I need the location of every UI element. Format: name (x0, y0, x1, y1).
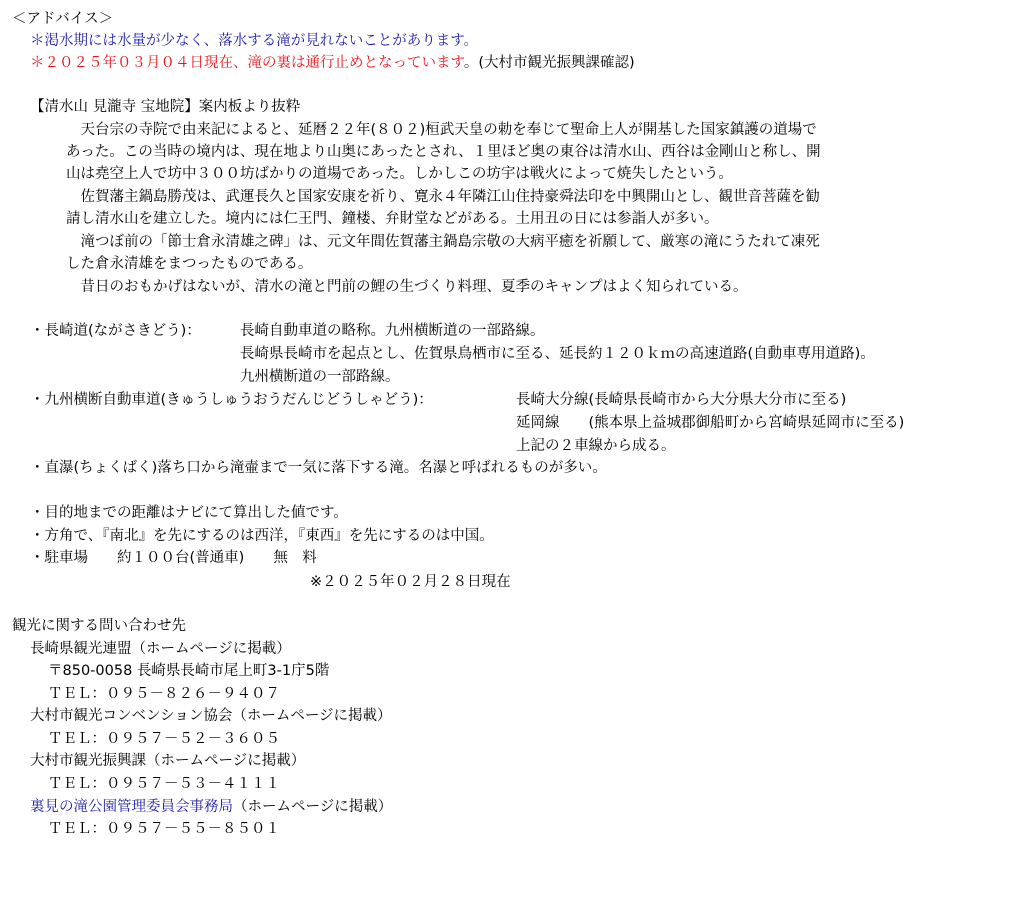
guide-paragraph-line: 昔日のおもかげはないが、清水の滝と門前の鯉の生づくり料理、夏季のキャンプはよく知られている。 (66, 279, 748, 295)
contact-name: 長崎県観光連盟（ホームページに掲載） (30, 641, 291, 657)
contact-name: 大村市観光振興課（ホームページに掲載） (30, 753, 306, 769)
contact-name (30, 797, 392, 817)
advice-note-closure (30, 53, 635, 73)
guide-paragraph-line: 佐賀藩主鍋島勝茂は、武運長久と国家安康を祈り、寛永４年隣江山住持豪舜法印を中興開山とし、観世音菩薩を勧 (66, 189, 820, 205)
term-kyushu-definition: 長崎大分線(長崎県長崎市から大分県大分市に至る) (516, 392, 847, 408)
term-kyushu-definition: 上記の２車線から成る。 (516, 438, 676, 454)
info-direction: ・方角で、『南北』を先にするのは西洋，『東西』を先にするのは中国。 (30, 528, 494, 544)
contacts-heading: 観光に関する問い合わせ先 (12, 618, 186, 634)
guide-paragraph-line: あった。この当時の境内は、現在地より山奥にあったとされ、１里ほど奥の東谷は清水山、西谷は金剛山と称し、開 (66, 144, 821, 160)
closure-source: 。(大村市観光振興課確認) (463, 55, 635, 71)
contact-tel: ＴＥＬ：０９５－８２６－９４０７ (48, 686, 280, 702)
info-distance: ・目的地までの距離はナビにて算出した値です。 (30, 505, 348, 521)
term-nagasaki-definition: 長崎県長崎市を起点とし、佐賀県鳥栖市に至る、延長約１２０ｋｍの高速道路(自動車専用道路)。 (240, 346, 875, 362)
guide-paragraph-line: した倉永清雄をまつったものである。 (66, 256, 313, 272)
contact-tel: ＴＥＬ：０９５７－５５－８５０１ (48, 821, 280, 837)
advice-note-drought: ＊渇水期には水量が少なく、落水する滝が見れないことがあります。 (30, 33, 479, 49)
guide-paragraph-line: 山は堯空上人で坊中３００坊ばかりの道場であった。しかしこの坊宇は戦火によって焼失したという。 (66, 166, 733, 182)
term-kyushu: ・九州横断自動車道(きゅうしゅうおうだんじどうしゃどう)： (30, 392, 433, 408)
term-nagasaki: ・長崎道(ながさきどう)： (30, 323, 201, 339)
contact-name: 大村市観光コンベンション協会（ホームページに掲載） (30, 708, 392, 724)
guide-paragraph-line: 滝つぼ前の「節士倉永清雄之碑」は、元文年間佐賀藩主鍋島宗敬の大病平癒を祈願して、厳寒の滝にうたれて凍死 (66, 234, 820, 250)
contact-tel: ＴＥＬ：０９５７－５３－４１１１ (48, 776, 280, 792)
term-nagasaki-definition: 長崎自動車道の略称。九州横断道の一部路線。 (240, 323, 545, 339)
contact-link-urami-falls[interactable]: 裏見の滝公園管理委員会事務局 (30, 799, 233, 815)
guide-heading: 【清水山 見瀧寺 宝地院】案内板より抜粋 (30, 99, 301, 115)
contact-address: 〒850-0058 長崎県長崎市尾上町3-1庁5階 (48, 663, 330, 679)
term-kyushu-definition: 延岡線 (熊本県上益城郡御船町から宮崎県延岡市に至る) (516, 415, 905, 431)
contact-name-tail: （ホームページに掲載） (233, 799, 393, 815)
info-as-of-date: ※２０２５年０２月２８日現在 (310, 574, 511, 590)
guide-paragraph-line: 請し清水山を建立した。境内には仁王門、鐘楼、弁財堂などがある。土用丑の日には参詣人が多い。 (66, 211, 719, 227)
advice-heading: ＜アドバイス＞ (12, 11, 114, 27)
contact-tel: ＴＥＬ：０９５７－５２－３６０５ (48, 731, 280, 747)
guide-paragraph-line: 天台宗の寺院で由来記によると、延暦２２年(８０２)桓武天皇の勅を奉じて聖命上人が開基した国家鎮護の道場で (66, 122, 817, 138)
term-nagasaki-definition: 九州横断道の一部路線。 (240, 369, 400, 385)
closure-warning: ＊２０２５年０３月０４日現在、滝の裏は通行止めとなっています (30, 55, 464, 71)
term-chokubaku: ・直瀑(ちょくばく)落ち口から滝壷まで一気に落下する滝。名瀑と呼ばれるものが多い。 (30, 460, 607, 476)
info-parking: ・駐車場 約１００台(普通車) 無 料 (30, 550, 317, 566)
